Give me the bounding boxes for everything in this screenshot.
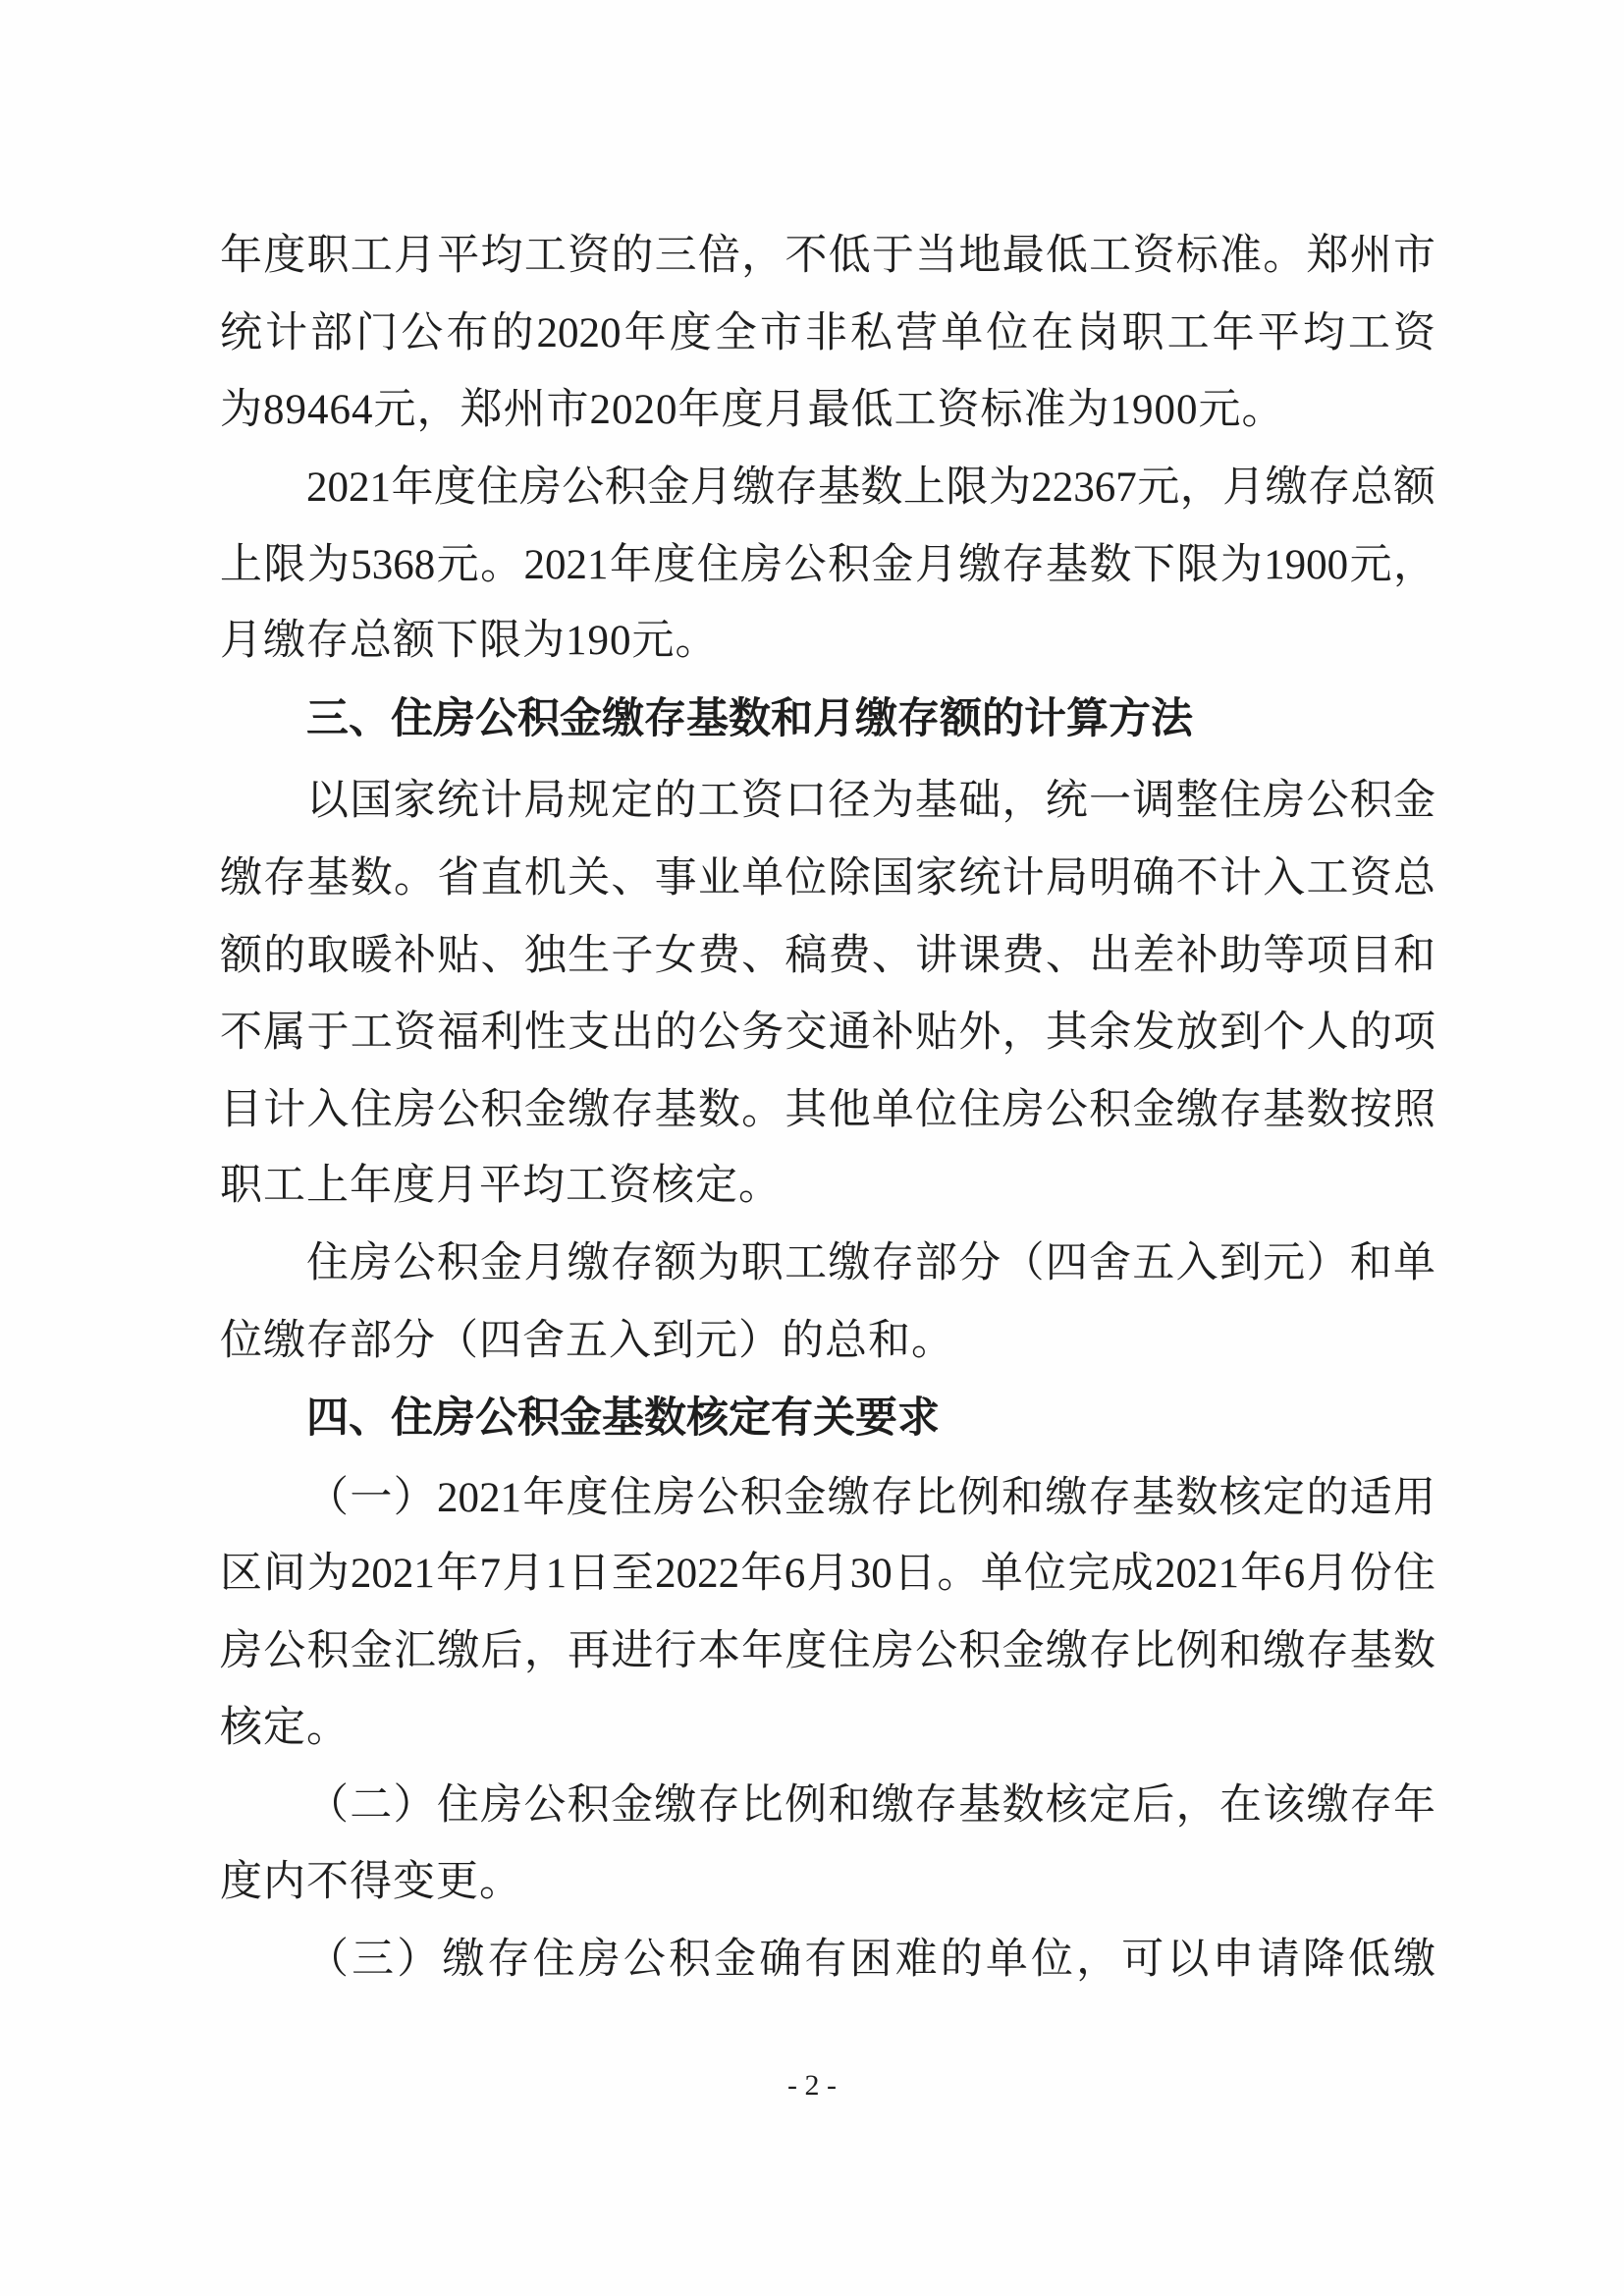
paragraph-line: 统计部门公布的2020年度全市非私营单位在岗职工年平均工资 (220, 310, 1435, 356)
section-heading: 四、住房公积金基数核定有关要求 (306, 1394, 940, 1443)
paragraph-line: （三）缴存住房公积金确有困难的单位，可以申请降低缴 (306, 1937, 1435, 1983)
paragraph-line: 额的取暖补贴、独生子女费、稿费、讲课费、出差补助等项目和 (220, 933, 1435, 979)
paragraph-line: 为89464元，郑州市2020年度月最低工资标准为1900元。 (220, 387, 1285, 433)
paragraph-line: 2021年度住房公积金月缴存基数上限为22367元，月缴存总额 (306, 465, 1435, 511)
paragraph-line: 年度职工月平均工资的三倍，不低于当地最低工资标准。郑州市 (220, 233, 1435, 279)
paragraph-line: 住房公积金月缴存额为职工缴存部分（四舍五入到元）和单 (306, 1240, 1435, 1286)
page-number: - 2 - (787, 2069, 837, 2102)
paragraph-line: 上限为5368元。2021年度住房公积金月缴存基数下限为1900元， (220, 542, 1435, 588)
paragraph-line: 核定。 (220, 1705, 350, 1751)
paragraph-line: 位缴存部分（四舍五入到元）的总和。 (220, 1318, 954, 1364)
paragraph-line: 不属于工资福利性支出的公务交通补贴外，其余发放到个人的项 (220, 1010, 1435, 1056)
paragraph-line: 房公积金汇缴后，再进行本年度住房公积金缴存比例和缴存基数 (220, 1628, 1435, 1674)
paragraph-line: 目计入住房公积金缴存基数。其他单位住房公积金缴存基数按照 (220, 1087, 1435, 1133)
paragraph-line: 缴存基数。省直机关、事业单位除国家统计局明确不计入工资总 (220, 855, 1435, 902)
paragraph-line: （一）2021年度住房公积金缴存比例和缴存基数核定的适用 (306, 1475, 1435, 1521)
paragraph-line: 区间为2021年7月1日至2022年6月30日。单位完成2021年6月份住 (220, 1551, 1435, 1597)
paragraph-line: 度内不得变更。 (220, 1859, 522, 1905)
paragraph-line: 以国家统计局规定的工资口径为基础，统一调整住房公积金 (306, 778, 1435, 824)
paragraph-line: 月缴存总额下限为190元。 (220, 618, 719, 664)
paragraph-line: 职工上年度月平均工资核定。 (220, 1163, 782, 1209)
paragraph-line: （二）住房公积金缴存比例和缴存基数核定后，在该缴存年 (306, 1782, 1435, 1829)
section-heading: 三、住房公积金缴存基数和月缴存额的计算方法 (306, 694, 1193, 743)
